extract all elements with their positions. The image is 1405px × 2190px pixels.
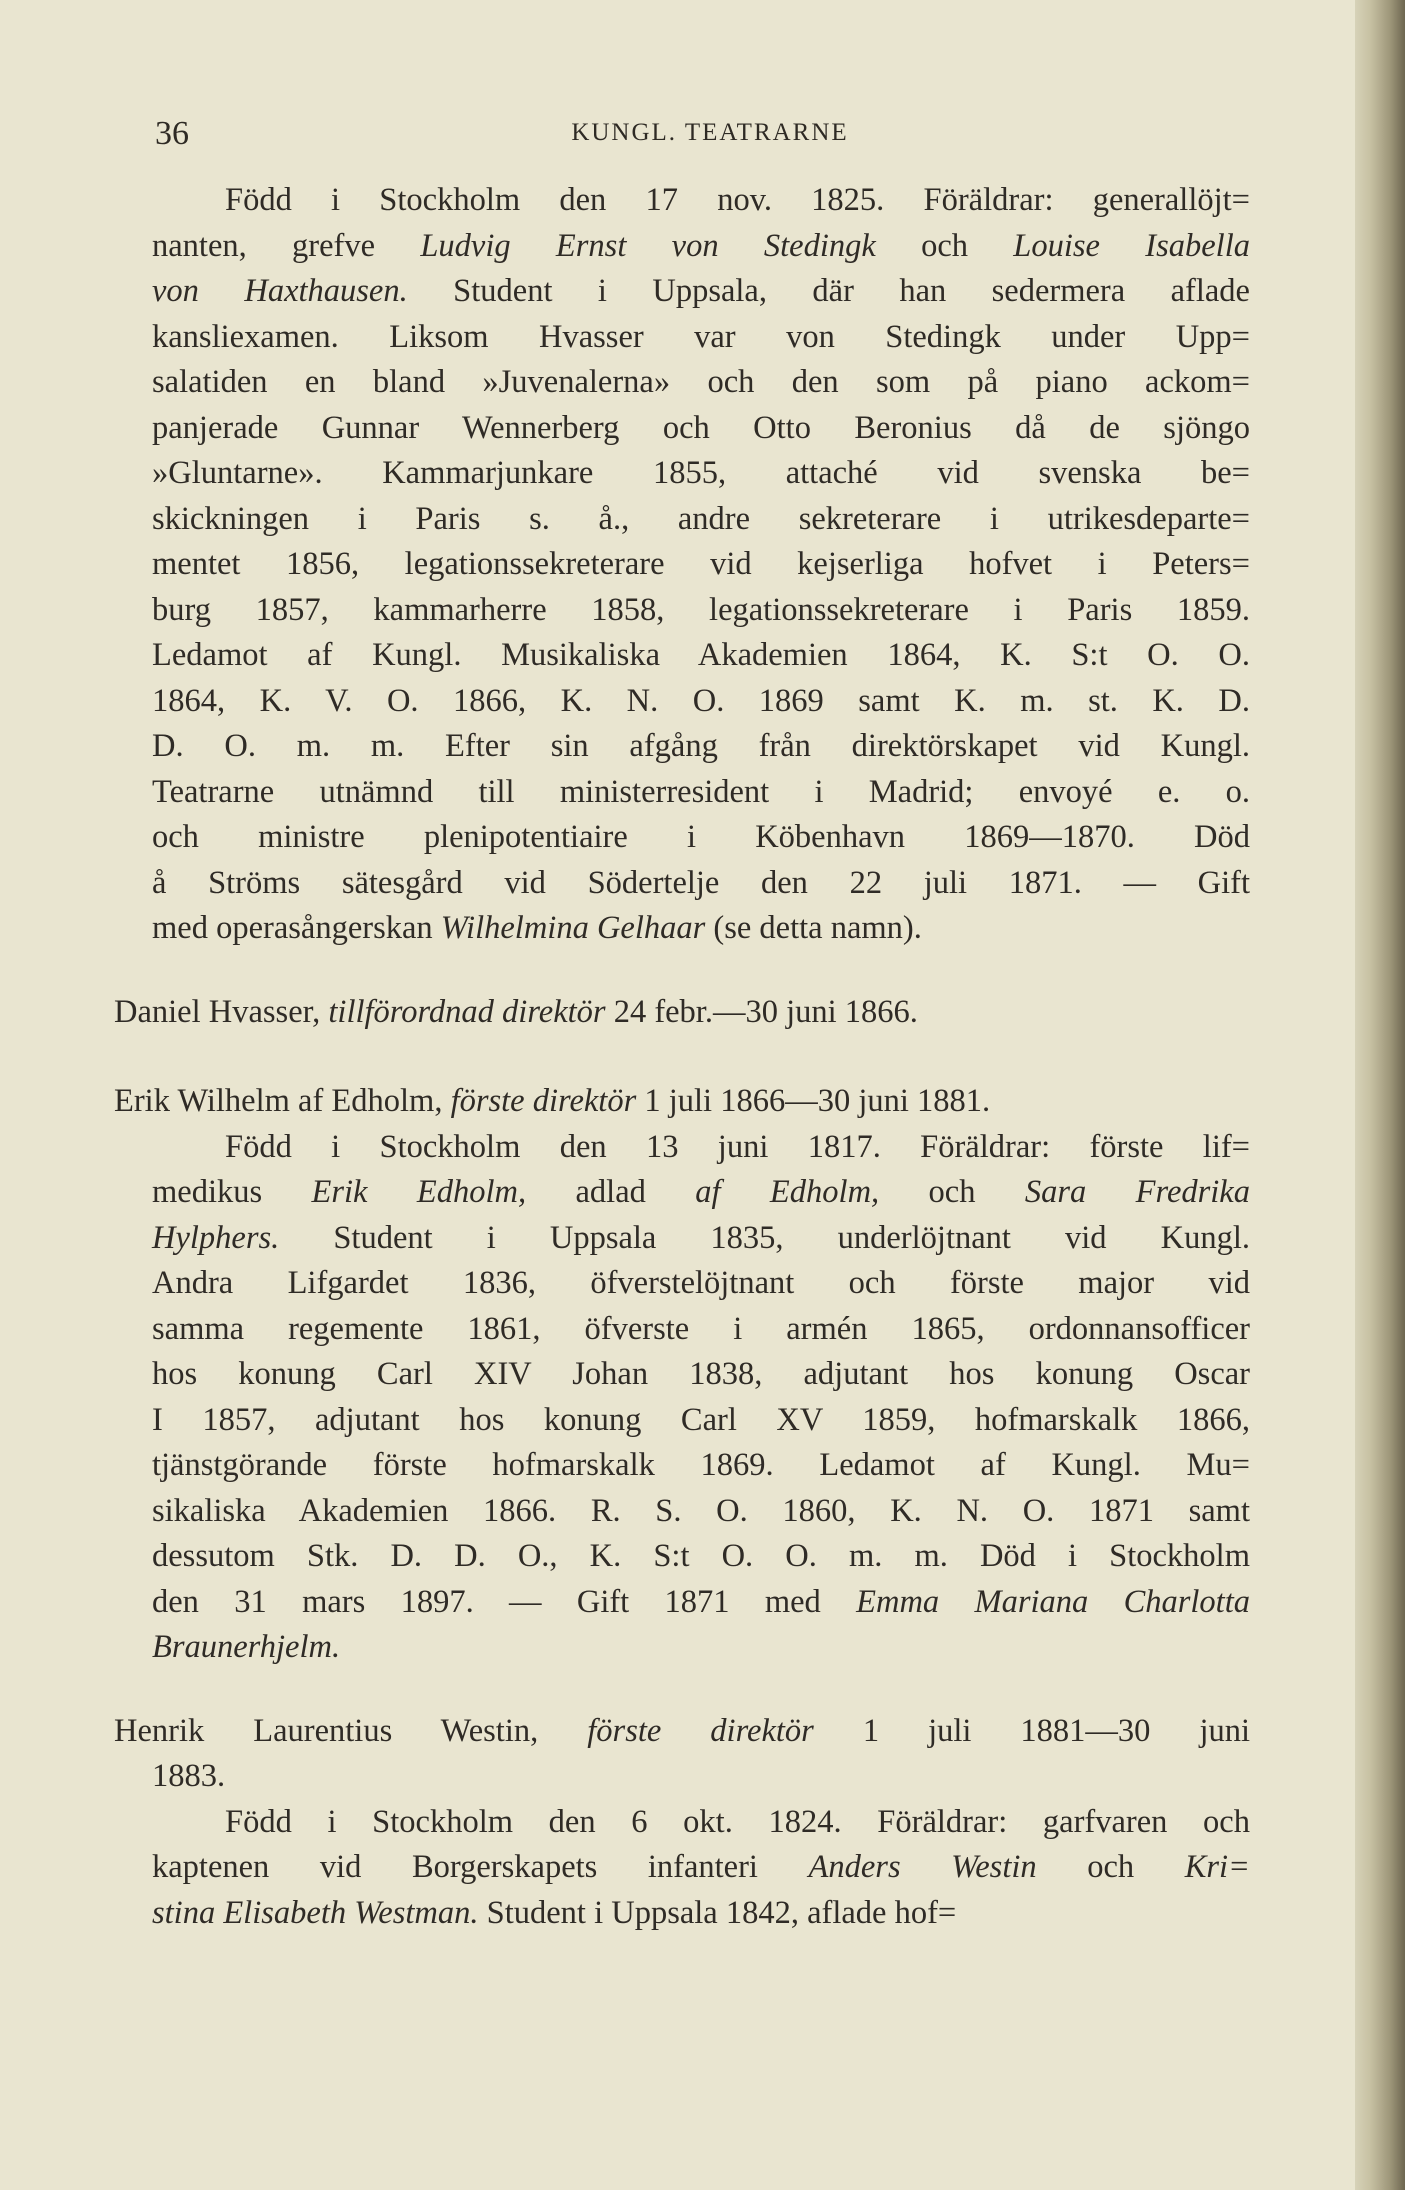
text-run: Teatrarne utnämnd till ministerresident i Madrid; envoyé e. o. [152, 773, 1250, 810]
paragraph-spacer [152, 952, 1250, 990]
italic-name: Kri= [1184, 1849, 1250, 1885]
text-run: å Ströms sätesgård vid Södertelje den 22 juli 1871. — Gift [152, 864, 1250, 901]
page-header [155, 115, 1265, 155]
text-run: panjerade Gunnar Wennerberg och Otto Beronius då de sjöngo [152, 409, 1250, 446]
italic-name: tillförordnad direktör [328, 993, 606, 1030]
text-line [152, 1534, 1250, 1580]
text-line [152, 1625, 1250, 1671]
text-run: med operasångerskan [152, 910, 441, 946]
text-line [114, 1079, 1250, 1125]
text-run: »Gluntarne». Kammarjunkare 1855, attaché vid svenska be= [152, 455, 1250, 491]
text-run: och [1036, 1849, 1185, 1885]
italic-name: Braunerhjelm. [152, 1629, 341, 1665]
italic-name: Ludvig Ernst von Stedingk [420, 227, 876, 264]
paragraph [152, 1125, 1250, 1671]
text-line [152, 633, 1250, 679]
italic-name: Louise Isabella [1013, 227, 1250, 264]
text-run: 1864, K. V. O. 1866, K. N. O. 1869 samt K. m. st. K. D. [152, 682, 1250, 719]
text-line [152, 1891, 1250, 1937]
text-line [152, 315, 1250, 361]
text-line [152, 1845, 1250, 1891]
italic-name: Wilhelmina Gelhaar [440, 910, 706, 946]
text-line [152, 269, 1250, 315]
page-edge-shadow [1355, 0, 1405, 2190]
text-run: kansliexamen. Liksom Hvasser var von Stedingk under Upp= [152, 318, 1250, 355]
text-line [152, 1307, 1250, 1353]
text-run: Född i Stockholm den 13 juni 1817. Föräldrar: förste lif= [225, 1128, 1250, 1165]
paragraph [152, 178, 1250, 952]
italic-name: Sara Fredrika [1024, 1174, 1250, 1210]
body-text [114, 178, 1250, 1936]
paragraph [152, 1800, 1250, 1937]
text-run: Ledamot af Kungl. Musikaliska Akademien 1864, K. S:t O. O. [152, 637, 1250, 673]
text-run: den 31 mars 1897. — Gift 1871 med [152, 1583, 857, 1620]
italic-name: Anders Westin [808, 1849, 1037, 1885]
text-line [152, 224, 1250, 270]
text-line [152, 1170, 1250, 1216]
text-line [152, 679, 1250, 725]
text-line [152, 861, 1250, 907]
text-line [114, 1709, 1250, 1755]
text-run: Erik Wilhelm af Edholm, [114, 1083, 451, 1119]
text-run: Daniel Hvasser, [114, 993, 329, 1030]
text-line [152, 588, 1250, 634]
text-run: D. O. m. m. Efter sin afgång från direktörskapet vid Kungl. [152, 728, 1250, 764]
text-line [152, 1352, 1250, 1398]
text-line [152, 770, 1250, 816]
text-run: och ministre plenipotentiaire i Köbenhavn 1869—1870. Död [152, 819, 1250, 855]
italic-name: förste direktör [450, 1083, 637, 1119]
italic-name: von Haxthausen. [152, 273, 408, 309]
text-line [152, 1261, 1250, 1307]
text-line [152, 815, 1250, 861]
text-line [152, 724, 1250, 770]
text-run: sikaliska Akademien 1866. R. S. O. 1860, K. N. O. 1871 samt [152, 1492, 1250, 1529]
text-run: kaptenen vid Borgerskapets infanteri [152, 1849, 809, 1885]
text-run: mentet 1856, legationssekreterare vid kejserliga hofvet i Peters= [152, 546, 1250, 582]
text-run: Student i Uppsala 1842, aflade hof= [478, 1894, 957, 1931]
text-run: 1883. [152, 1758, 226, 1794]
text-line [114, 990, 1250, 1036]
text-line [152, 906, 1250, 952]
text-run: och [875, 227, 1014, 264]
text-line [152, 1754, 1250, 1800]
italic-name: af Edholm, [695, 1174, 880, 1210]
text-line [152, 406, 1250, 452]
text-line [152, 1489, 1250, 1535]
paragraph-spacer [152, 1671, 1250, 1709]
text-run: dessutom Stk. D. D. O., K. S:t O. O. m. m. Död i Stockholm [152, 1538, 1250, 1574]
running-title: KUNGL. TEATRARNE [571, 119, 849, 146]
text-run: samma regemente 1861, öfverste i armén 1865, ordonnansofficer [152, 1310, 1250, 1347]
text-line [152, 1443, 1250, 1489]
text-run: och [879, 1174, 1025, 1210]
text-run: adlad [526, 1174, 696, 1210]
text-run: 1 juli 1866—30 juni 1881. [636, 1083, 991, 1119]
text-line [152, 178, 1250, 224]
text-run: I 1857, adjutant hos konung Carl XV 1859, hofmarskalk 1866, [152, 1401, 1250, 1438]
text-run: Student i Uppsala 1835, underlöjtnant vid Kungl. [279, 1219, 1250, 1256]
text-run: tjänstgörande förste hofmarskalk 1869. Ledamot af Kungl. Mu= [152, 1447, 1250, 1483]
text-run: Född i Stockholm den 6 okt. 1824. Föräldrar: garfvaren och [225, 1803, 1250, 1840]
text-run: Andra Lifgardet 1836, öfverstelöjtnant och förste major vid [152, 1265, 1250, 1301]
text-run: Henrik Laurentius Westin, [114, 1712, 588, 1749]
text-run: medikus [152, 1174, 312, 1210]
text-run: (se detta namn). [705, 910, 922, 946]
text-run: 24 febr.—30 juni 1866. [605, 993, 918, 1030]
text-run: skickningen i Paris s. å., andre sekreterare i utrikesdeparte= [152, 500, 1250, 537]
entry-heading [114, 1079, 1250, 1125]
text-line [152, 1125, 1250, 1171]
text-line [152, 451, 1250, 497]
text-run: Född i Stockholm den 17 nov. 1825. Föräldrar: generallöjt= [225, 182, 1250, 218]
text-line [152, 1580, 1250, 1626]
text-line [152, 542, 1250, 588]
italic-name: stina Elisabeth Westman. [152, 1894, 479, 1931]
page-number: 36 [155, 115, 189, 152]
text-run: nanten, grefve [152, 227, 421, 264]
text-line [152, 1398, 1250, 1444]
italic-name: förste direktör [587, 1712, 814, 1749]
text-run: burg 1857, kammarherre 1858, legationssekreterare i Paris 1859. [152, 591, 1250, 628]
entry-heading [114, 990, 1250, 1036]
text-line [152, 497, 1250, 543]
text-run: hos konung Carl XIV Johan 1838, adjutant hos konung Oscar [152, 1356, 1250, 1392]
paragraph-spacer [152, 1035, 1250, 1079]
entry-heading [114, 1709, 1250, 1800]
text-run: 1 juli 1881—30 juni [813, 1712, 1250, 1749]
text-run: Student i Uppsala, där han sedermera aflade [407, 273, 1250, 309]
text-line [152, 1800, 1250, 1846]
text-run: salatiden en bland »Juvenalerna» och den som på piano ackom= [152, 364, 1250, 400]
text-line [152, 360, 1250, 406]
italic-name: Erik Edholm, [311, 1174, 527, 1210]
text-line [152, 1216, 1250, 1262]
italic-name: Emma Mariana Charlotta [856, 1583, 1250, 1620]
italic-name: Hylphers. [152, 1219, 280, 1256]
